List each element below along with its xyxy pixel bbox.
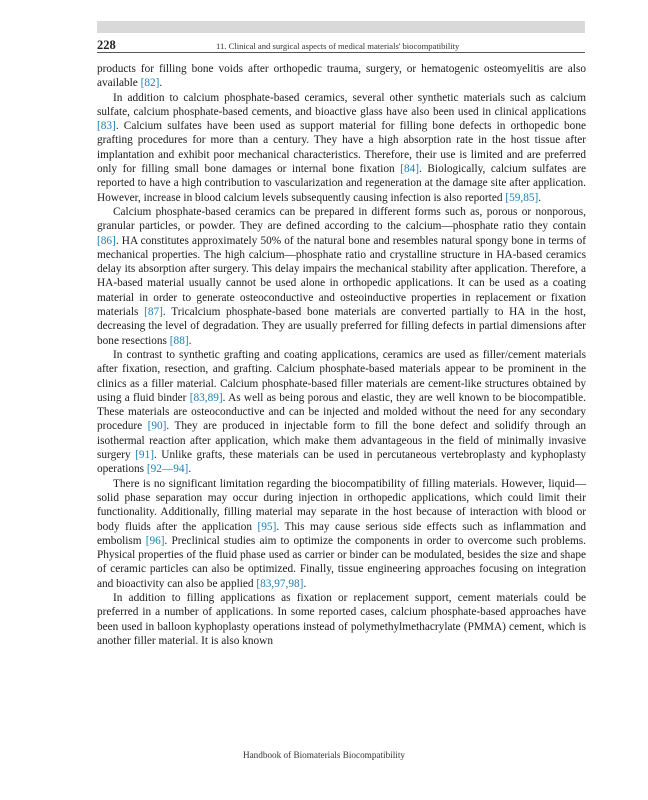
citation-link[interactable]: [87]: [144, 306, 163, 319]
footer-book-title: Handbook of Biomaterials Biocompatibility: [242, 750, 406, 760]
page-number: 228: [97, 38, 116, 52]
header-rule: [97, 52, 585, 53]
citation-link[interactable]: [95]: [257, 520, 277, 533]
body-text: [97, 62, 586, 648]
citation-link[interactable]: [88]: [169, 334, 189, 347]
citation-link[interactable]: [83]: [97, 120, 116, 133]
citation-link[interactable]: [91]: [135, 449, 154, 462]
paragraph-4: In contrast to synthetic grafting and coating applications, ceramics are used as filler/cement materials after fixation, resection, and grafting. Calcium phosphate-based materials appear to be prominent in the clinics as a filler material. Calcium phosphate-based filler materials are cement-like structures obtained by using a fluid binder [83,89]. As well as being porous and elastic, they are well known to be biocompatible. These materials are osteoconductive and can be injected and molded without the need for any secondary procedure [90]. They are produced in injectable form to fill the bone defect and solidify through an isothermal reaction after application, which make them advantageous in the field of minimally invasive surgery [91]. Unlike grafts, these materials can be used in percutaneous vertebroplasty and kyphoplasty operations [92—94].: [97, 348, 587, 476]
citation-link[interactable]: [90]: [147, 420, 167, 433]
citation-link[interactable]: [84]: [400, 163, 420, 176]
paragraph-5: There is no significant limitation regarding the biocompatibility of filling materials. However, liquid—solid phase separation may occur during injection in orthopedic applications, which could limit their functionality. Additionally, filling material may separate in the host because of interaction with blood or body fluids after the application [95]. This may cause serious side effects such as inflammation and embolism [96]. Preclinical studies aim to optimize the components in order to overcome such problems. Physical properties of the fluid phase used as carrier or binder can be modulated, besides the size and shape of ceramic particles can also be optimized. Finally, tissue engineering approaches focusing on integration and bioactivity can also be applied [83,97,98].: [97, 477, 586, 590]
citation-link[interactable]: [86]: [97, 234, 116, 247]
citation-link[interactable]: [59,85]: [505, 191, 539, 204]
citation-link[interactable]: [82]: [140, 77, 160, 90]
paragraph-6: In addition to filling applications as fixation or replacement support, cement materials could be preferred in a number of applications. In some reported cases, calcium phosphate-based approaches have been used in balloon kyphoplasty operations instead of polymethylmethacrylate (PMMA) cement, which is another filler material. It is also known: [97, 591, 586, 647]
citation-link[interactable]: [96]: [145, 534, 165, 547]
citation-link[interactable]: [83,97,98]: [256, 577, 304, 590]
citation-link[interactable]: [92—94]: [146, 463, 189, 476]
header-bar: [97, 21, 585, 33]
paragraph-3: Calcium phosphate-based ceramics can be prepared in different forms such as, porous or nonporous, granular particles, or powder. They are defined according to the calcium—phosphate ratio they contain [86]. HA constitutes approximately 50% of the natural bone and resembles natural spongy bone in terms of mechanical properties. The high calcium—phosphate ratio and crystalline structure in HA-based ceramics delay its absorption after surgery. This delay impairs the mechanical stability after application. Therefore, a HA-based material usually cannot be used alone in orthopedic applications. It can be used as a coating material in order to generate osteoconductive and osteoinductive properties in replacement or fixation materials [87]. Tricalcium phosphate-based bone materials are converted partially to HA in the host, decreasing the level of degradation. They are usually preferred for filling defects in partial dimensions after bone resections [88].: [97, 205, 587, 347]
citation-link[interactable]: [83,89]: [189, 391, 223, 404]
paragraph-2: In addition to calcium phosphate-based ceramics, several other synthetic materials such as calcium sulfate, calcium phosphate-based cements, and bioactive glass have also been used in clinical applications [83]. Calcium sulfates have been used as support material for filling bone defects in orthopedic bone grafting procedures for more than a century. They have a high absorption rate in the host tissue after implantation and exhibit poor mechanical characteristics. Therefore, their use is limited and are preferred only for filling small bone damages or internal bone fixation [84]. Biologically, calcium sulfates are reported to have a high contribution to vascularization and regeneration at the damage site after application. However, increase in blood calcium levels subsequently causing infection is also reported [59,85].: [97, 91, 586, 204]
running-head: 11. Clinical and surgical aspects of medical materials' biocompatibility: [216, 41, 460, 51]
paragraph-1: products for filling bone voids after orthopedic trauma, surgery, or hematogenic osteomyelitis are also available [82].: [97, 63, 586, 90]
